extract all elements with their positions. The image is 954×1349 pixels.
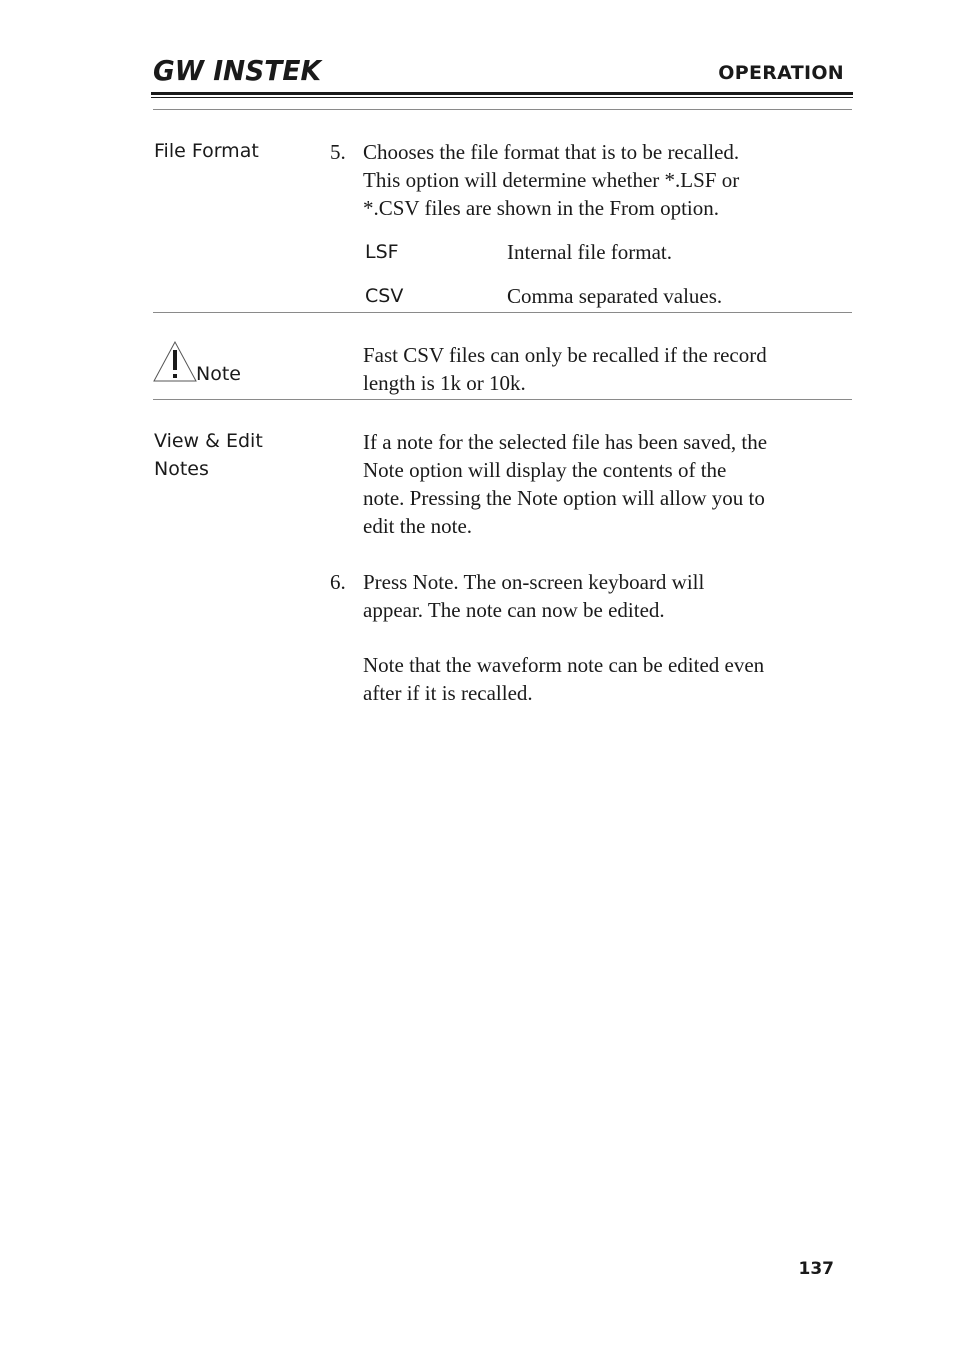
header-rule-thin <box>151 97 853 98</box>
step-6-note <box>363 651 853 707</box>
text-line: Note option will display the contents of the <box>363 458 727 482</box>
row-separator <box>153 312 852 313</box>
text-line: edit the note. <box>363 514 473 538</box>
warning-triangle-icon <box>153 340 197 389</box>
option-key-csv: CSV <box>365 285 404 307</box>
text-line: appear. The note can now be edited. <box>363 598 665 622</box>
step-6-text <box>363 568 853 624</box>
option-value-csv: Comma separated values. <box>507 284 723 308</box>
section-title: OPERATION <box>718 62 844 84</box>
text-line: note. Pressing the Note option will allow you to <box>363 486 765 510</box>
text-line: Note that the waveform note can be edited even <box>363 653 765 677</box>
option-key-lsf: LSF <box>365 241 399 263</box>
page-number: 137 <box>798 1259 834 1279</box>
header-rule-thick <box>151 92 853 95</box>
text-line: after if it is recalled. <box>363 681 533 705</box>
option-value-lsf: Internal file format. <box>507 240 673 264</box>
text-line: Chooses the file format that is to be recalled. <box>363 140 740 164</box>
step-number: 5. <box>330 140 346 164</box>
note-text <box>363 341 853 397</box>
text-line: Press Note. The on-screen keyboard will <box>363 570 705 594</box>
row-separator <box>153 399 852 400</box>
text-line: length is 1k or 10k. <box>363 371 526 395</box>
file-format-description <box>363 138 853 222</box>
view-edit-notes-label <box>154 427 263 483</box>
label-line: Notes <box>154 458 209 480</box>
gw-instek-logo <box>153 55 323 90</box>
note-label: Note <box>196 363 241 385</box>
text-line: *.CSV files are shown in the From option. <box>363 196 720 220</box>
svg-text:GW INSTEK: GW INSTEK <box>153 55 323 85</box>
text-line: If a note for the selected file has been saved, the <box>363 430 768 454</box>
step-number: 6. <box>330 570 346 594</box>
view-edit-intro <box>363 428 853 540</box>
table-top-rule <box>153 109 852 110</box>
text-line: This option will determine whether *.LSF or <box>363 168 740 192</box>
label-line: View & Edit <box>154 430 263 452</box>
file-format-label: File Format <box>154 140 259 162</box>
text-line: Fast CSV files can only be recalled if the record <box>363 343 767 367</box>
